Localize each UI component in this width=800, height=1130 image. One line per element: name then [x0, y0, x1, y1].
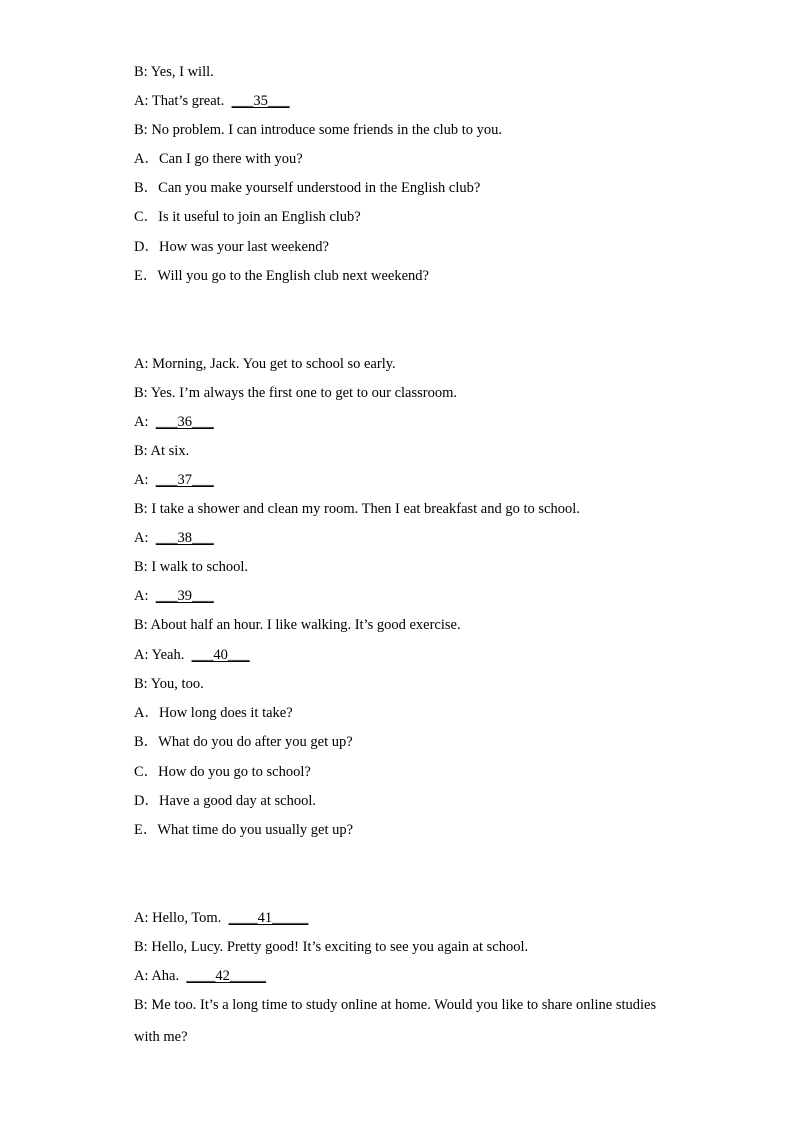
answer-blank-42: ____42_____ — [186, 968, 267, 984]
dialog-line-with-blank — [134, 471, 214, 489]
dialog-line: B: At six. — [134, 443, 190, 459]
option-item: C．How do you go to school? — [134, 764, 311, 780]
option-item: E．What time do you usually get up? — [134, 822, 354, 838]
answer-blank-35: ___35___ — [231, 93, 290, 109]
dialog-line: B: Yes. I’m always the first one to get to our classroom. — [134, 385, 457, 401]
answer-blank-36: ___36___ — [155, 414, 214, 430]
dialog-text: A: Aha. — [134, 968, 187, 984]
dialog-line: B: Hello, Lucy. Pretty good! It’s exciting to see you again at school. — [134, 939, 529, 955]
dialog-text: A: That’s great. — [134, 93, 232, 109]
dialog-text: A: — [134, 414, 156, 430]
dialog-line-with-blank — [134, 967, 266, 985]
dialog-text: A: — [134, 472, 156, 488]
dialog-text: A: Hello, Tom. — [134, 910, 229, 926]
option-item: B．What do you do after you get up? — [134, 734, 353, 750]
answer-blank-38: ___38___ — [155, 530, 214, 546]
answer-blank-40: ___40___ — [191, 647, 250, 663]
dialog-line: B: No problem. I can introduce some friends in the club to you. — [134, 122, 503, 138]
dialog-line-with-blank — [134, 909, 308, 927]
dialog-line-with-blank — [134, 92, 290, 110]
dialog-line: B: I take a shower and clean my room. Then I eat breakfast and go to school. — [134, 501, 580, 517]
dialog-text: A: — [134, 530, 156, 546]
option-item: A．How long does it take? — [134, 705, 293, 721]
dialog-line-with-blank — [134, 529, 214, 547]
option-item: D．Have a good day at school. — [134, 793, 317, 809]
dialog-line: with me? — [134, 1029, 188, 1045]
option-item: E．Will you go to the English club next weekend? — [134, 268, 429, 284]
dialog-line-with-blank — [134, 646, 250, 664]
dialog-text: A: Yeah. — [134, 647, 192, 663]
dialog-line: B: Yes, I will. — [134, 64, 214, 80]
dialog-line: B: You, too. — [134, 676, 204, 692]
dialog-line: B: About half an hour. I like walking. It’s good exercise. — [134, 617, 461, 633]
option-item: A．Can I go there with you? — [134, 151, 303, 167]
option-item: B．Can you make yourself understood in the English club? — [134, 180, 481, 196]
dialog-line: B: Me too. It’s a long time to study online at home. Would you like to share online studies — [134, 997, 657, 1013]
dialog-line-with-blank — [134, 413, 214, 431]
dialog-line: A: Morning, Jack. You get to school so early. — [134, 356, 396, 372]
option-item: C．Is it useful to join an English club? — [134, 209, 361, 225]
answer-blank-37: ___37___ — [155, 472, 214, 488]
dialog-text: A: — [134, 588, 156, 604]
option-item: D．How was your last weekend? — [134, 239, 329, 255]
dialog-line-with-blank — [134, 587, 214, 605]
answer-blank-39: ___39___ — [155, 588, 214, 604]
dialog-line: B: I walk to school. — [134, 559, 248, 575]
answer-blank-41: ____41_____ — [228, 910, 309, 926]
